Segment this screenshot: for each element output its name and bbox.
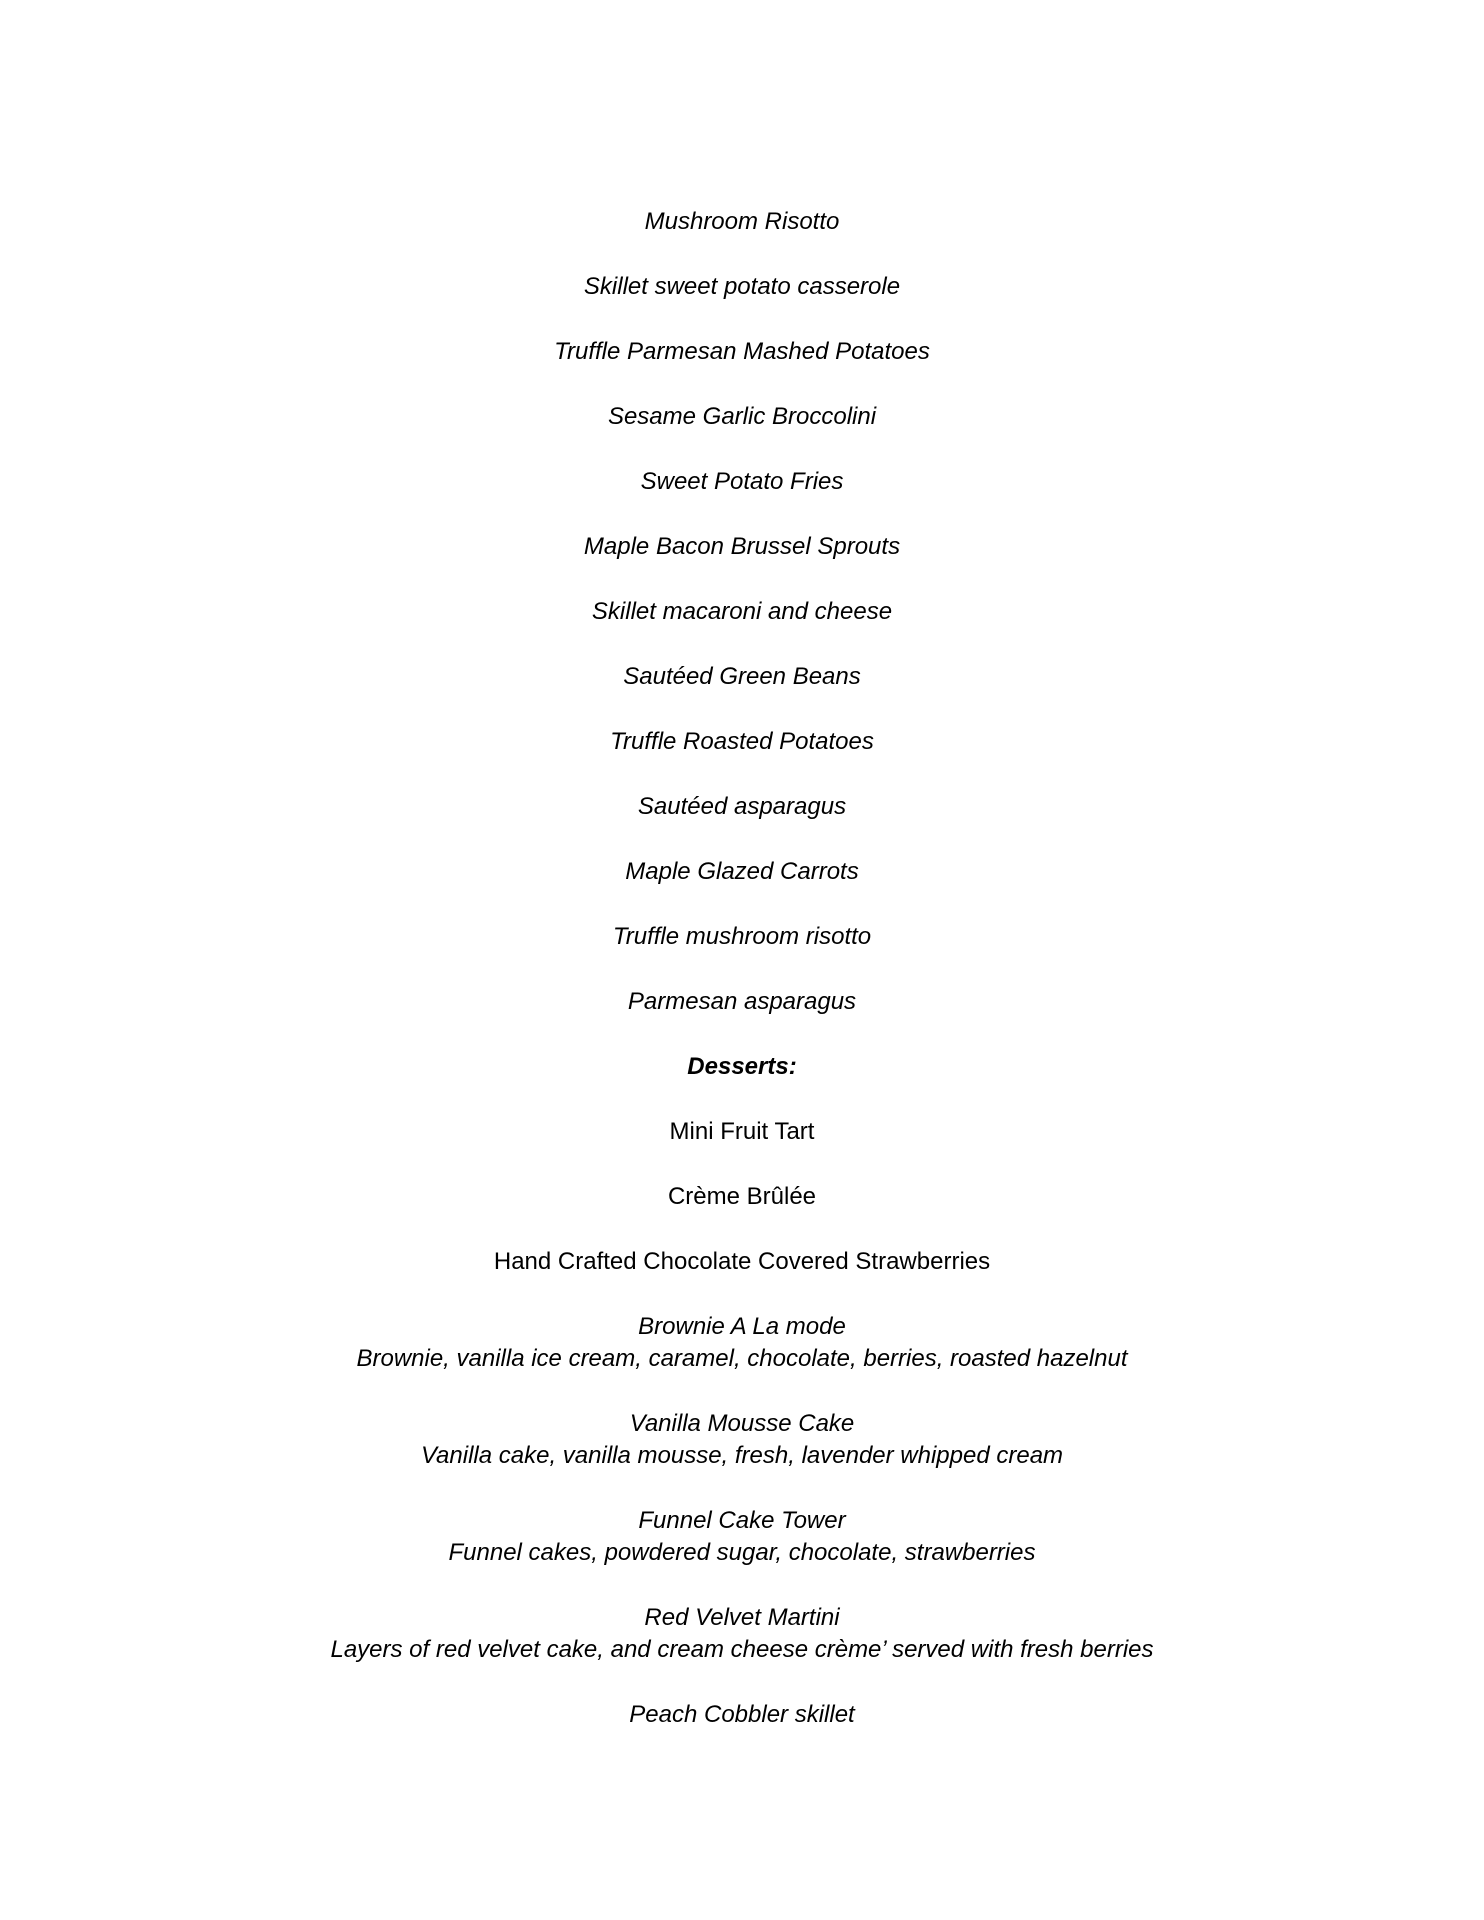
dessert-description: Brownie, vanilla ice cream, caramel, chocolate, berries, roasted hazelnut [356, 1345, 1128, 1372]
dessert-name: Red Velvet Martini [644, 1604, 840, 1631]
side-item: Sautéed asparagus [637, 793, 847, 820]
dessert-item: Hand Crafted Chocolate Covered Strawberries [493, 1248, 991, 1275]
dessert-name: Vanilla Mousse Cake [629, 1410, 855, 1437]
side-item: Mushroom Risotto [644, 208, 840, 235]
dessert-description: Layers of red velvet cake, and cream cheese crème’ served with fresh berries [330, 1636, 1154, 1663]
dessert-item: Crème Brûlée [667, 1183, 817, 1210]
side-item: Sweet Potato Fries [640, 468, 844, 495]
menu-list [0, 206, 1484, 1731]
dessert-name: Brownie A La mode [638, 1313, 846, 1340]
side-item: Sautéed Green Beans [623, 663, 861, 690]
side-item: Truffle Roasted Potatoes [610, 728, 874, 755]
side-item: Skillet sweet potato casserole [583, 273, 901, 300]
side-item: Truffle Parmesan Mashed Potatoes [554, 338, 930, 365]
side-item: Parmesan asparagus [627, 988, 857, 1015]
dessert-name: Funnel Cake Tower [638, 1507, 846, 1534]
dessert-description: Funnel cakes, powdered sugar, chocolate, strawberries [448, 1539, 1036, 1566]
side-item: Maple Glazed Carrots [625, 858, 859, 885]
dessert-item: Mini Fruit Tart [669, 1118, 815, 1145]
side-item: Maple Bacon Brussel Sprouts [583, 533, 901, 560]
dessert-description: Vanilla cake, vanilla mousse, fresh, lavender whipped cream [420, 1442, 1064, 1469]
side-item: Sesame Garlic Broccolini [607, 403, 877, 430]
side-item: Truffle mushroom risotto [612, 923, 872, 950]
desserts-heading: Desserts: [687, 1053, 797, 1080]
side-item: Skillet macaroni and cheese [591, 598, 893, 625]
dessert-name: Peach Cobbler skillet [629, 1701, 855, 1728]
